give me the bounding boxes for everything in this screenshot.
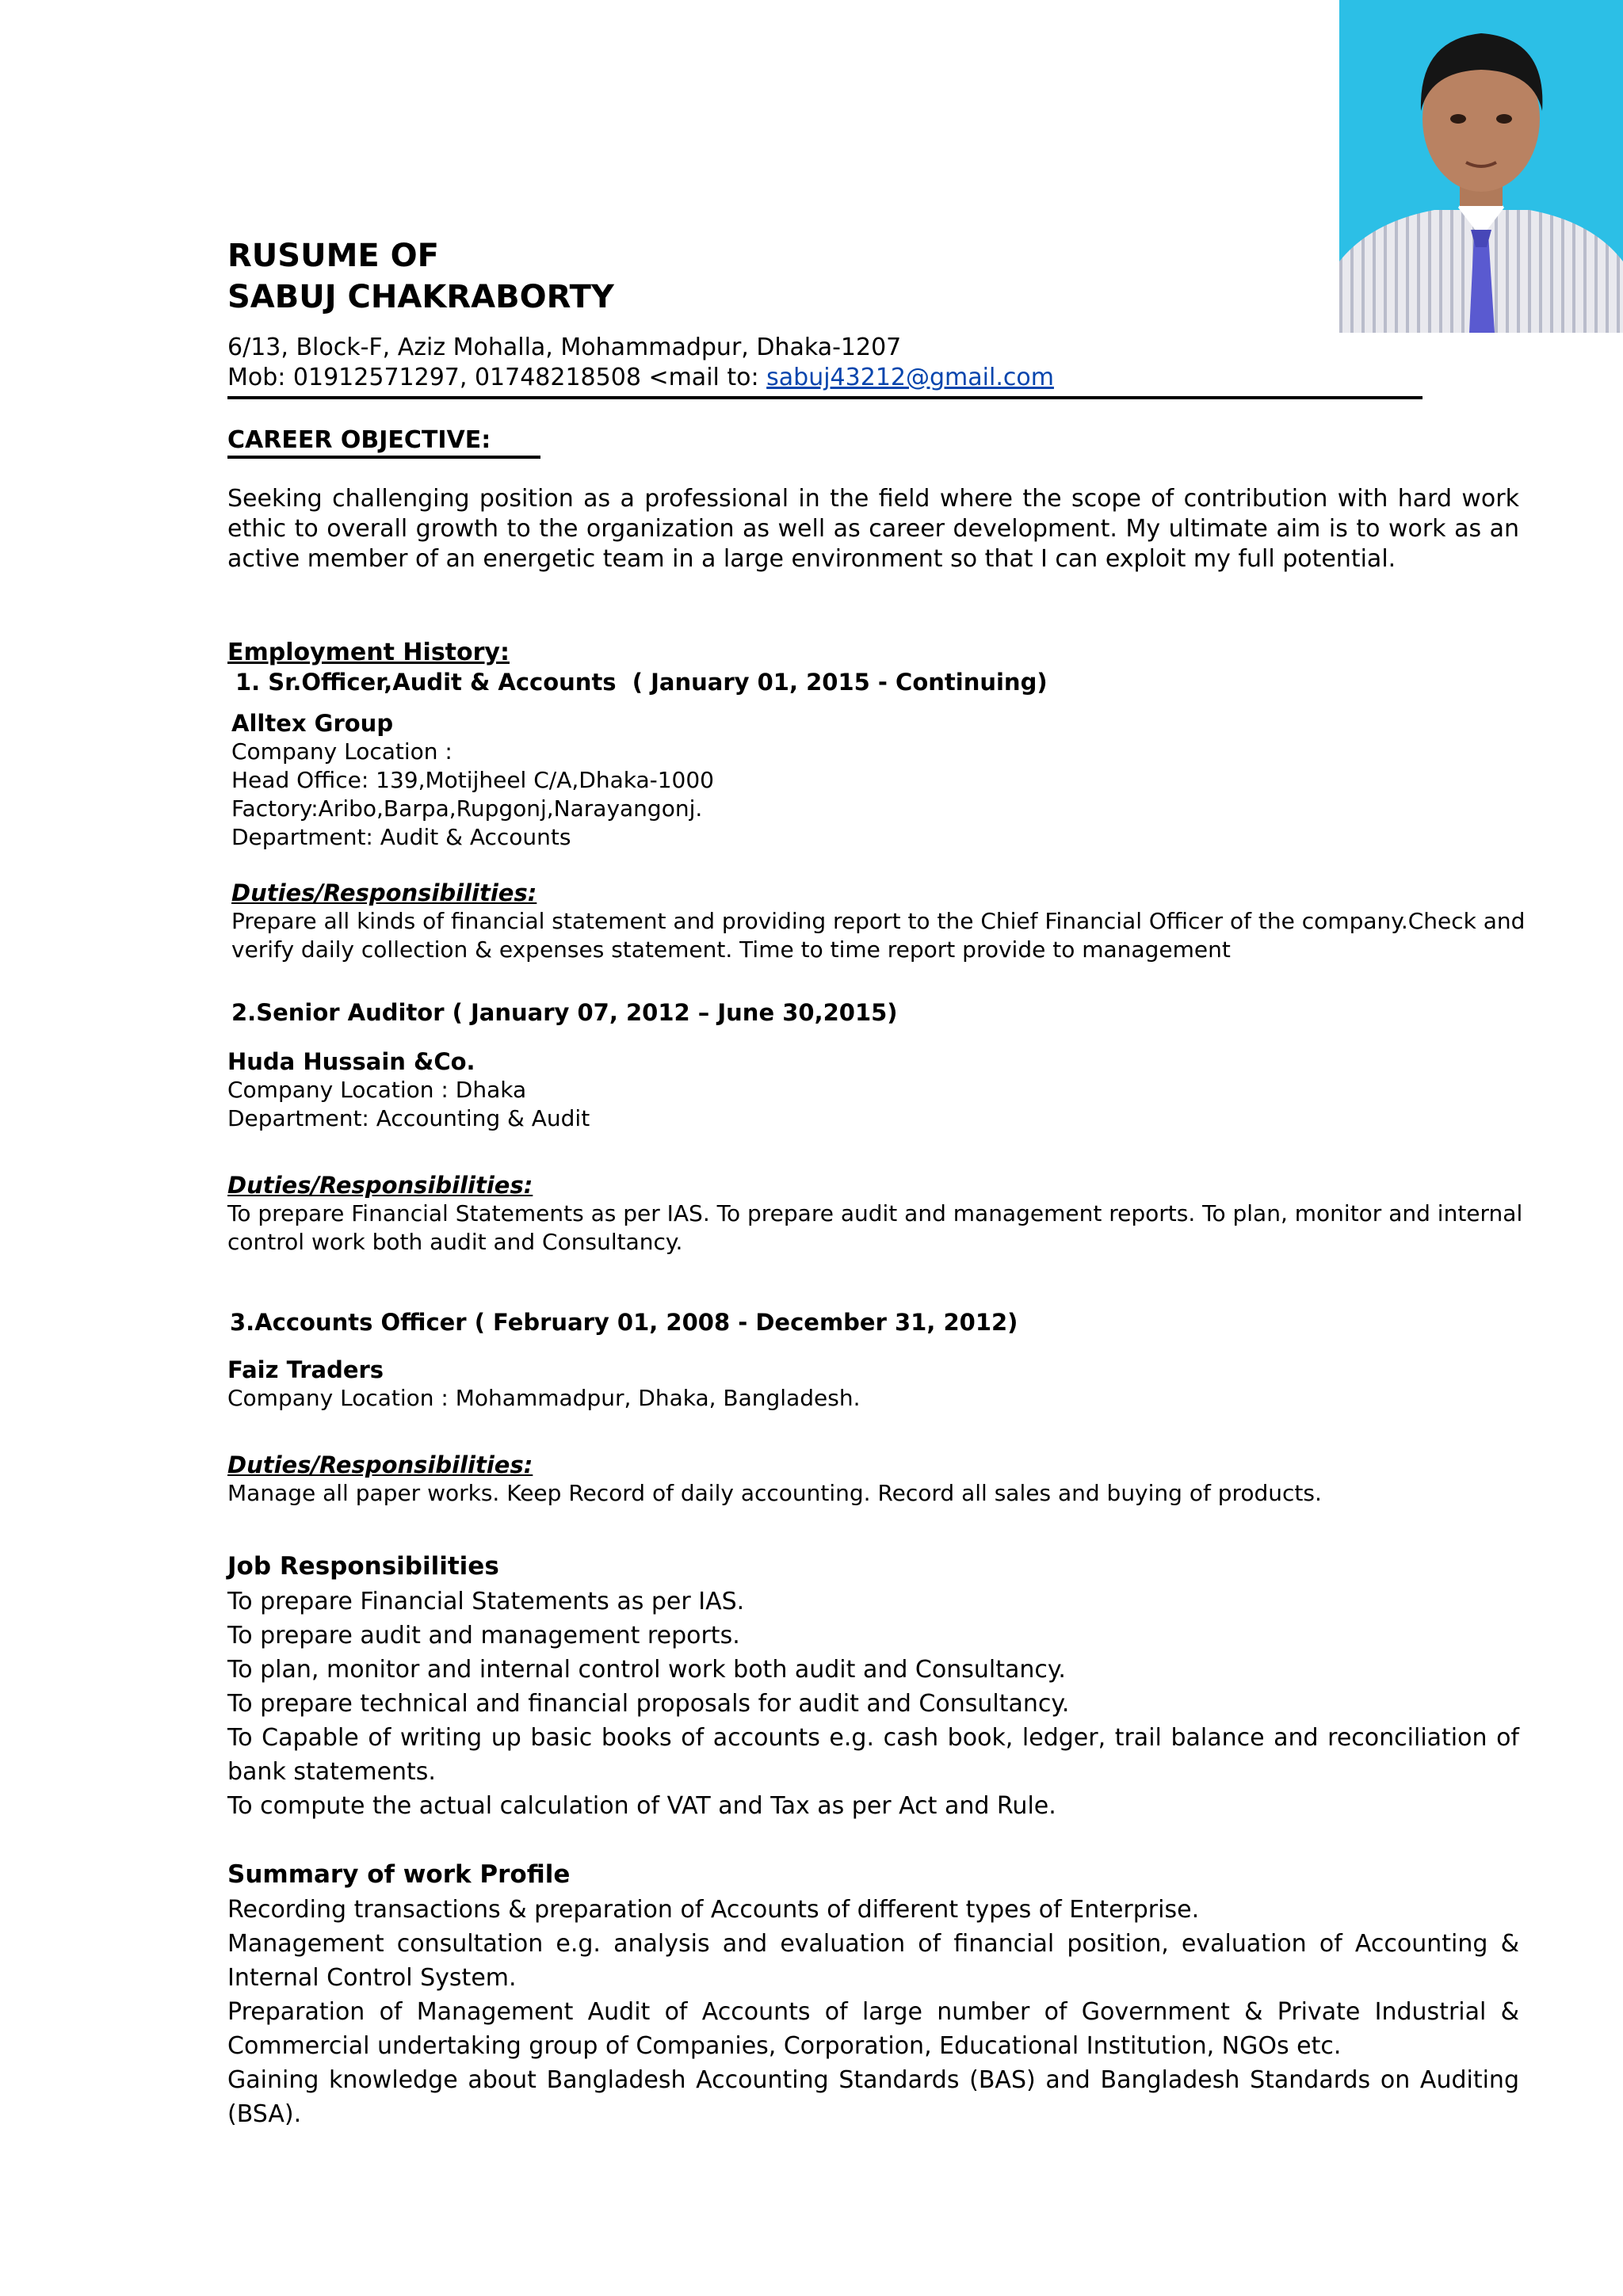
resume-title-line2: SABUJ CHAKRABORTY — [227, 279, 614, 315]
list-item: To prepare technical and financial proposals for audit and Consultancy. — [227, 1690, 1070, 1718]
email-link[interactable]: sabuj43212@gmail.com — [766, 364, 1054, 391]
list-item: To prepare audit and management reports. — [227, 1622, 740, 1650]
mobile-numbers: Mob: 01912571297, 01748218508 <mail to: — [227, 364, 767, 391]
contact-line — [227, 363, 1054, 393]
list-item: To Capable of writing up basic books of accounts e.g. cash book, ledger, trail balance and reconciliation of bank statements. — [227, 1724, 1519, 1786]
job-responsibilities-heading: Job Responsibilities — [227, 1552, 499, 1581]
company-detail: Company Location : — [231, 738, 453, 765]
employment-history-heading: Employment History: — [227, 639, 510, 666]
resume-title-line1: RUSUME OF — [227, 238, 439, 274]
career-objective-text: Seeking challenging position as a professional in the field where the scope of contribution with hard work ethic to overall growth to the organization as well as career development. My ultimate aim is to work as an active member of an energetic team in a large environment so that I can exploit my full potential. — [227, 485, 1519, 573]
duties-label-2: Duties/Responsibilities: — [227, 1172, 533, 1199]
list-item: To compute the actual calculation of VAT and Tax as per Act and Rule. — [227, 1792, 1056, 1820]
company-name-3: Faiz Traders — [227, 1356, 384, 1383]
job-block-3 — [227, 1356, 1559, 1508]
header-divider — [227, 396, 1423, 399]
duties-text-1: Prepare all kinds of financial statement and providing report to the Chief Financial Officer of the company.Check and verify daily collection & expenses statement. Time to time report provide to management — [231, 908, 1526, 963]
job-title-2: 2.Senior Auditor ( January 07, 2012 – June 30,2015) — [231, 999, 898, 1026]
company-detail: Head Office: 139,Motijheel C/A,Dhaka-1000 — [231, 767, 714, 793]
company-detail: Department: Audit & Accounts — [231, 824, 571, 850]
career-objective-heading: CAREER OBJECTIVE: — [227, 426, 491, 454]
list-item: To prepare Financial Statements as per IAS. — [227, 1588, 745, 1615]
list-item: Gaining knowledge about Bangladesh Accounting Standards (BAS) and Bangladesh Standards on Auditing (BSA). — [227, 2066, 1519, 2128]
job-title-3: 3.Accounts Officer ( February 01, 2008 - December 31, 2012) — [230, 1309, 1018, 1336]
company-detail: Company Location : Dhaka — [227, 1077, 527, 1103]
duties-text-3: Manage all paper works. Keep Record of daily accounting. Record all sales and buying of products. — [227, 1480, 1322, 1506]
list-item: Management consultation e.g. analysis and evaluation of financial position, evaluation of Accounting & Internal Control System. — [227, 1930, 1519, 1992]
company-name-1: Alltex Group — [231, 710, 394, 737]
resume-title — [227, 235, 614, 318]
person-portrait-image — [1339, 0, 1623, 333]
list-item: Recording transactions & preparation of Accounts of different types of Enterprise. — [227, 1896, 1200, 1924]
address: 6/13, Block-F, Aziz Mohalla, Mohammadpur, Dhaka-1207 — [227, 334, 902, 361]
company-name-2: Huda Hussain &Co. — [227, 1048, 475, 1075]
work-profile-list — [227, 1893, 1519, 2131]
career-objective-underline — [227, 456, 540, 459]
company-detail: Factory:Aribo,Barpa,Rupgonj,Narayangonj. — [231, 795, 703, 822]
job-block-1 — [231, 709, 1555, 964]
list-item: To plan, monitor and internal control work both audit and Consultancy. — [227, 1656, 1066, 1684]
company-detail: Company Location : Mohammadpur, Dhaka, Bangladesh. — [227, 1385, 861, 1411]
duties-label-1: Duties/Responsibilities: — [231, 879, 537, 906]
profile-photo — [1339, 0, 1623, 333]
job-title-1: 1. Sr.Officer,Audit & Accounts ( January 01, 2015 - Continuing) — [235, 669, 1048, 696]
company-detail: Department: Accounting & Audit — [227, 1105, 590, 1131]
job-responsibilities-list — [227, 1585, 1519, 1823]
work-profile-heading: Summary of work Profile — [227, 1860, 571, 1889]
duties-label-3: Duties/Responsibilities: — [227, 1451, 533, 1478]
duties-text-2: To prepare Financial Statements as per IAS. To prepare audit and management reports. To plan, monitor and internal control work both audit and Consultancy. — [227, 1200, 1523, 1255]
job-block-2 — [227, 1047, 1559, 1257]
list-item: Preparation of Management Audit of Accounts of large number of Government & Private Industrial & Commercial undertaking group of Companies, Corporation, Educational Institution, NGOs etc. — [227, 1998, 1519, 2060]
